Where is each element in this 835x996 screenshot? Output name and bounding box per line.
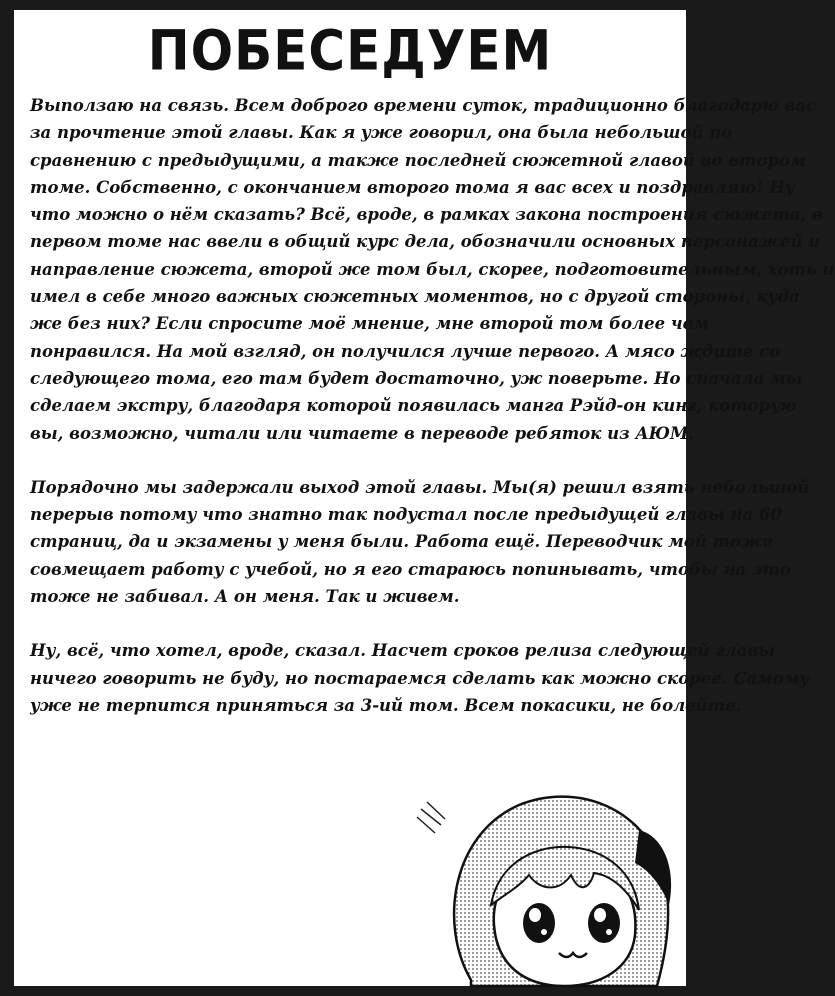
chibi-girl-illustration [399,775,686,986]
text-line: сравнению с предыдущими, а также последней сюжетной главой во втором [30,150,806,170]
page-frame [14,10,835,986]
text-line: направление сюжета, второй же том был, скорее, подготовительным, хоть и [30,259,835,279]
article-body [30,92,835,746]
text-line: уже не терпится приняться за 3-ий том. Всем покасики, не болейте. [30,695,742,715]
text-line: ничего говорить не буду, но постараемся сделать как можно скорее. Самому [30,668,810,688]
paragraph-3 [30,637,810,719]
text-line: тоже не забивал. А он меня. Так и живем. [30,587,460,607]
text-line: вы, возможно, читали или читаете в переводе ребяток из АЮМ. [30,423,695,443]
text-line: Выползаю на связь. Всем доброго времени суток, традиционно благодарю вас [30,96,817,115]
text-line: сделаем экстру, благодаря которой появилась манга Рэйд-он кинг, которую [30,396,797,416]
motion-lines [417,802,445,833]
text-line: совмещает работу с учебой, но я его стараюсь попинывать, чтобы на это [30,559,792,579]
text-line: понравился. На мой взгляд, он получился лучше первого. А мясо ждите со [30,341,781,361]
text-line: Ну, всё, что хотел, вроде, сказал. Насчет сроков релиза следующей главы [30,641,776,661]
text-line: что можно о нём сказать? Всё, вроде, в рамках закона построения сюжета, в [30,205,823,225]
text-line: же без них? Если спросите моё мнение, мне второй том более чем [30,314,709,334]
text-line: следующего тома, его там будет достаточно, уж поверьте. Но сначала мы [30,368,803,388]
text-line: первом томе нас ввели в общий курс дела, обозначили основных персонажей и [30,232,821,252]
text-line: томе. Собственно, с окончанием второго тома я вас всех и поздравляю! Ну [30,177,795,197]
text-line: страниц, да и экзамены у меня были. Работа ещё. Переводчик мой тоже [30,532,774,552]
text-line: за прочтение этой главы. Как я уже говорил, она была небольшой по [30,123,733,143]
page-title: ПОБЕСЕДУЕМ [147,19,553,83]
text-line: перерыв потому что знатно так подустал после предыдущей главы на 60 [30,505,782,525]
text-line: Порядочно мы задержали выход этой главы. Мы(я) решил взять небольшой [30,477,810,497]
paragraph-1 [30,92,835,447]
text-line: имел в себе много важных сюжетных моментов, но с другой стороны, куда [30,287,800,307]
paragraph-2 [30,474,810,610]
